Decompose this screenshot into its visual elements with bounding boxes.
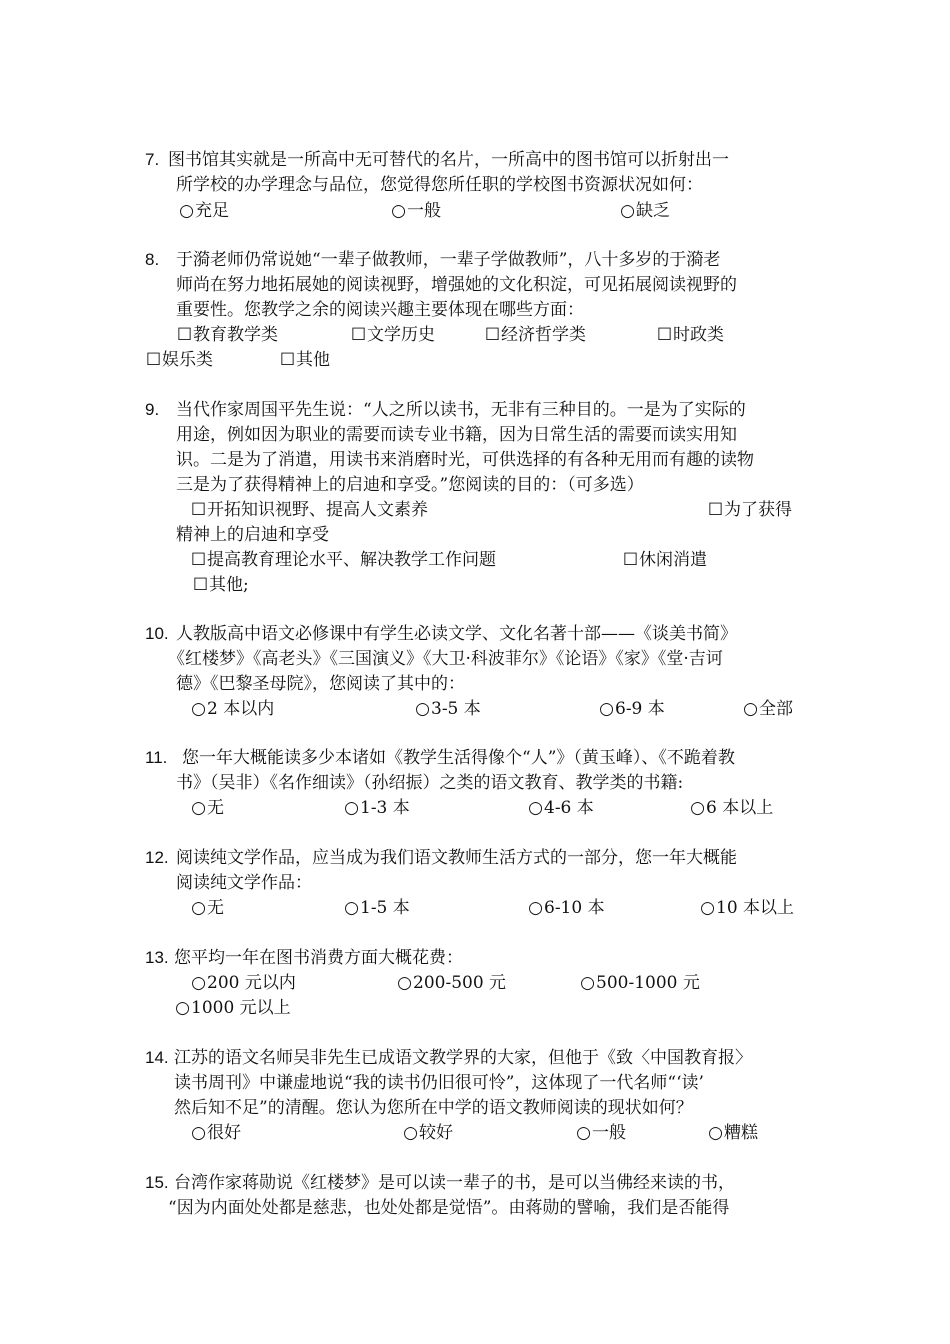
option-label: 糟糕 [724,1123,758,1143]
option-label: 4-6 本 [544,798,594,818]
radio-circle-icon: ○ [191,898,206,918]
checkbox-square-icon: ☐ [190,550,207,570]
question-text-line: 德》《巴黎圣母院》，您阅读了其中的： [176,674,465,694]
radio-option-very-good[interactable] [190,1121,241,1145]
radio-option-none[interactable] [190,796,224,820]
option-label: 10 本以上 [716,898,795,918]
question-text-line: 读书周刊》中谦虚地说“我的读书仍旧很可怜”，这体现了一代名师“‘读’ [174,1073,704,1093]
radio-circle-icon: ○ [191,973,206,993]
option-label: 一般 [407,201,441,221]
option-label: 休闲消遣 [639,550,707,570]
checkbox-square-icon: ☐ [176,325,193,345]
question-number: 11. [145,748,168,767]
radio-circle-icon: ○ [397,973,412,993]
radio-option-500-1000[interactable] [579,971,700,995]
question-text-line: 三是为了获得精神上的启迪和享受。”您阅读的目的：（可多选） [176,475,644,495]
option-label: 教育教学类 [193,325,278,345]
option-label-continuation: 精神上的启迪和享受 [176,525,329,545]
option-label: 无 [207,798,224,818]
radio-option-none[interactable] [190,896,224,920]
question-text-line: 图书馆其实就是一所高中无可替代的名片，一所高中的图书馆可以折射出一 [168,150,729,170]
radio-circle-icon: ○ [620,201,635,221]
question-text-line: 重要性。您教学之余的阅读兴趣主要体现在哪些方面： [176,300,584,320]
checkbox-square-icon: ☐ [279,350,296,370]
radio-circle-icon: ○ [528,898,543,918]
option-label: 6-9 本 [615,699,665,719]
option-label: 3-5 本 [431,699,481,719]
question-number: 9. [145,400,160,419]
checkbox-square-icon: ☐ [192,575,209,595]
question-text-line: 台湾作家蒋勋说《红楼梦》是可以读一辈子的书，是可以当佛经来读的书， [174,1173,735,1193]
radio-circle-icon: ○ [179,201,194,221]
checkbox-square-icon: ☐ [656,325,673,345]
radio-option-6-10[interactable] [527,896,605,920]
option-label: 一般 [592,1123,626,1143]
option-label: 其他; [209,575,249,595]
checkbox-option-broaden-knowledge[interactable] [190,498,428,522]
radio-option-sufficient[interactable] [178,199,229,223]
radio-circle-icon: ○ [191,699,206,719]
question-number: 15. [145,1173,169,1192]
question-number: 13. [145,948,169,967]
option-label: 娱乐类 [162,350,213,370]
radio-option-3-5[interactable] [414,697,481,721]
radio-option-200-500[interactable] [396,971,506,995]
question-text-line: 人教版高中语文必修课中有学生必读文学、文化名著十部——《谈美书简》 [176,624,737,644]
question-text-line: “因为内面处处都是慈悲，也处处都是觉悟”。由蒋勋的譬喻，我们是否能得 [168,1198,730,1218]
question-text-line: 阅读纯文学作品，应当成为我们语文教师生活方式的一部分，您一年大概能 [176,848,737,868]
option-label: 很好 [207,1123,241,1143]
option-label: 较好 [419,1123,453,1143]
option-label: 全部 [759,699,793,719]
question-number: 12. [145,848,169,867]
question-text-line: 阅读纯文学作品： [176,873,312,893]
question-text-line: 用途，例如因为职业的需要而读专业书籍，因为日常生活的需要而读实用知 [176,425,737,445]
radio-circle-icon: ○ [599,699,614,719]
radio-circle-icon: ○ [700,898,715,918]
checkbox-option-leisure[interactable] [622,548,707,572]
option-label: 1000 元以上 [191,998,291,1018]
question-text-line: 《红楼梦》《高老头》《三国演义》《大卫·科波菲尔》《论语》《家》《堂·吉诃 [168,649,723,669]
radio-option-poor[interactable] [707,1121,758,1145]
radio-option-under-2[interactable] [190,697,274,721]
checkbox-square-icon: ☐ [350,325,367,345]
radio-option-good[interactable] [402,1121,453,1145]
checkbox-option-teaching-theory[interactable] [190,548,496,572]
radio-circle-icon: ○ [391,201,406,221]
option-label: 提高教育理论水平、解决教学工作问题 [207,550,496,570]
option-label: 200-500 元 [413,973,507,993]
option-label: 文学历史 [367,325,435,345]
option-label: 无 [207,898,224,918]
option-label: 时政类 [673,325,724,345]
option-label: 500-1000 元 [596,973,700,993]
checkbox-option-economics-philosophy[interactable] [484,323,586,347]
radio-option-all[interactable] [742,697,793,721]
radio-option-lacking[interactable] [619,199,670,223]
option-label: 充足 [195,201,229,221]
option-label: 6 本以上 [706,798,774,818]
question-text-line: 您平均一年在图书消费方面大概花费： [174,948,463,968]
question-text-line: 识。二是为了消遣，用读书来消磨时光，可供选择的有各种无用而有趣的读物 [176,450,754,470]
question-text-line: 所学校的办学理念与品位，您觉得您所任职的学校图书资源状况如何： [176,175,703,195]
option-label: 6-10 本 [544,898,605,918]
checkbox-option-politics[interactable] [656,323,724,347]
radio-option-average[interactable] [575,1121,626,1145]
checkbox-option-literature-history[interactable] [350,323,435,347]
radio-option-over-6[interactable] [689,796,773,820]
radio-circle-icon: ○ [191,798,206,818]
checkbox-square-icon: ☐ [622,550,639,570]
radio-circle-icon: ○ [403,1123,418,1143]
radio-option-1-3[interactable] [343,796,410,820]
question-number: 14. [145,1048,169,1067]
radio-circle-icon: ○ [708,1123,723,1143]
question-text-line: 然后知不足”的清醒。您认为您所在中学的语文教师阅读的现状如何？ [174,1098,693,1118]
question-number: 10. [145,624,169,643]
checkbox-square-icon: ☐ [190,500,207,520]
checkbox-option-education[interactable] [176,323,278,347]
checkbox-square-icon: ☐ [707,500,724,520]
checkbox-square-icon: ☐ [145,350,162,370]
radio-circle-icon: ○ [580,973,595,993]
question-text-line: 于漪老师仍常说她“一辈子做教师，一辈子学做教师”，八十多岁的于漪老 [176,250,721,270]
radio-option-4-6[interactable] [527,796,594,820]
question-text-line: 师尚在努力地拓展她的阅读视野，增强她的文化积淀，可见拓展阅读视野的 [176,275,737,295]
question-number: 7. [145,150,160,169]
option-label: 开拓知识视野、提高人文素养 [207,500,428,520]
radio-circle-icon: ○ [690,798,705,818]
checkbox-option-spiritual[interactable] [707,498,792,522]
option-label: 经济哲学类 [501,325,586,345]
question-text-line: 您一年大概能读多少本诸如《教学生活得像个“人”》（黄玉峰）、《不跪着教 [182,748,735,768]
radio-circle-icon: ○ [344,898,359,918]
question-number: 8. [145,250,160,269]
radio-option-over-10[interactable] [699,896,794,920]
option-label: 其他 [296,350,330,370]
question-text-line: 书》（吴非）《名作细读》（孙绍振）之类的语文教育、教学类的书籍: [176,773,684,793]
radio-circle-icon: ○ [743,699,758,719]
radio-circle-icon: ○ [191,1123,206,1143]
option-label: 200 元以内 [207,973,296,993]
option-label: 为了获得 [724,500,792,520]
radio-circle-icon: ○ [344,798,359,818]
radio-option-over-1000[interactable] [174,996,291,1020]
radio-circle-icon: ○ [415,699,430,719]
radio-circle-icon: ○ [528,798,543,818]
option-label: 1-3 本 [360,798,410,818]
option-label: 2 本以内 [207,699,275,719]
checkbox-option-other[interactable] [192,573,249,597]
checkbox-square-icon: ☐ [484,325,501,345]
radio-option-average[interactable] [390,199,441,223]
radio-option-under-200[interactable] [190,971,296,995]
radio-option-1-5[interactable] [343,896,410,920]
checkbox-option-entertainment[interactable] [145,348,213,372]
radio-circle-icon: ○ [175,998,190,1018]
question-text-line: 当代作家周国平先生说：“人之所以读书，无非有三种目的。一是为了实际的 [176,400,746,420]
option-label: 1-5 本 [360,898,410,918]
option-label: 缺乏 [636,201,670,221]
radio-option-6-9[interactable] [598,697,665,721]
question-text-line: 江苏的语文名师吴非先生已成语文教学界的大家，但他于《致〈中国教育报〉 [174,1048,752,1068]
radio-circle-icon: ○ [576,1123,591,1143]
checkbox-option-other[interactable] [279,348,330,372]
